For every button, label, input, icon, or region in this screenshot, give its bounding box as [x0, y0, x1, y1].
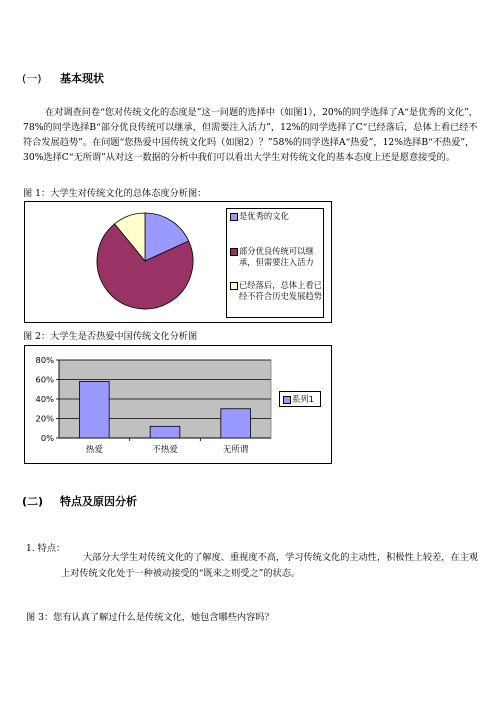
- pie-legend: [226, 208, 324, 318]
- x-tick-label: 不热爱: [152, 445, 178, 455]
- pie-chart: [25, 202, 225, 320]
- pie-legend-item: [230, 280, 323, 302]
- item-label: 1. 特点：: [26, 543, 66, 554]
- section-heading-1: [22, 70, 104, 86]
- figure3-caption: 图 3：您有认真了解过什么是传统文化，她包含哪些内容吗？: [26, 612, 274, 623]
- y-tick-label: 40%: [35, 394, 54, 404]
- y-tick-label: 0%: [40, 433, 54, 443]
- y-tick-label: 20%: [35, 413, 54, 424]
- paragraph-text: 大部分大学生对传统文化的了解度、重视度不高，学习传统文化的主动性，积极性上较差，在主观上对传统文化处于一种被动接受的“既来之则受之”的状态。: [61, 552, 479, 579]
- legend-swatch: [230, 248, 238, 256]
- y-tick-label: 80%: [35, 355, 54, 365]
- legend-label: 是优秀的文化: [239, 211, 289, 221]
- item-paragraph: [61, 550, 481, 582]
- x-tick-label: 无所谓: [222, 445, 249, 455]
- section-title: 特点及原因分析: [60, 495, 137, 508]
- paragraph-text: 在对调查问卷“您对传统文化的态度是”这一问题的选择中（如图1），20%的同学选择了A“是优秀的文化”，78%的同学选择B“部分优良传统可以继承，但需要注入活力”，12%的同学选择了C“已经落后，总体上看已经不符合发展趋势”。在问题“您热爱中国传统文化吗（如图2）？”58%的同学选择A“热爱”，12%选择B“不热爱”，30%选择C“无所谓”从对这一数据的分析中我们可以看出大学生对传统文化的基本态度上还是愿意接受的。: [23, 107, 478, 163]
- legend-label: 部分优良传统可以继承，但需要注入活力: [239, 246, 314, 267]
- figure1-caption: 图 1：大学生对传统文化的总体态度分析图：: [23, 188, 207, 199]
- bar: [150, 426, 180, 438]
- intro-paragraph: [23, 105, 478, 165]
- legend-label: 已经落后，总体上看已经不符合历史发展趋势: [239, 280, 322, 301]
- x-tick-label: 热爱: [85, 445, 103, 455]
- section-number: (一): [22, 72, 42, 85]
- bar: [79, 381, 109, 438]
- figure2-caption: 图 2：大学生是否热爱中国传统文化分析图: [23, 331, 198, 342]
- section-title: 基本现状: [60, 72, 104, 85]
- legend-label: 系列1: [292, 394, 314, 404]
- legend-swatch: [230, 213, 238, 221]
- bar-legend: [279, 391, 321, 407]
- legend-swatch: [230, 282, 238, 290]
- bar: [221, 409, 251, 438]
- pie-legend-item: [230, 246, 323, 268]
- legend-swatch: [283, 396, 291, 404]
- section-heading-2: [22, 493, 137, 509]
- pie-legend-item: [230, 211, 289, 222]
- y-tick-label: 60%: [35, 374, 54, 385]
- section-number: (二): [22, 495, 44, 508]
